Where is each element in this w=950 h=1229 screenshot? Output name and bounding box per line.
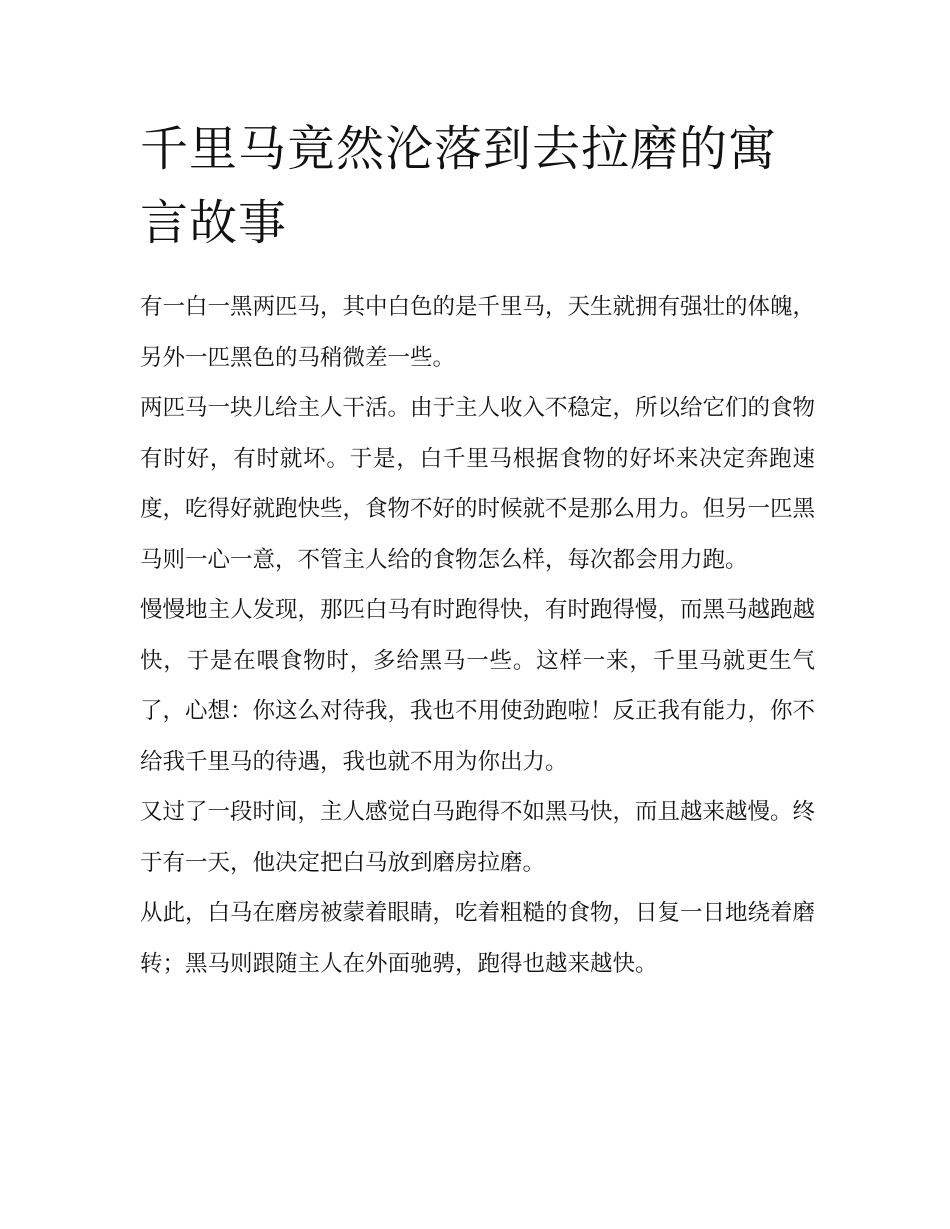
document-page — [140, 112, 815, 989]
paragraph-2: 两匹马一块儿给主人干活。由于主人收入不稳定，所以给它们的食物有时好，有时就坏。于是，白千里马根据食物的好坏来决定奔跑速度，吃得好就跑快些，食物不好的时候就不是那么用力。但另一匹黑马则一心一意，不管主人给的食物怎么样，每次都会用力跑。 — [140, 395, 816, 573]
paragraph-5: 从此，白马在磨房被蒙着眼睛，吃着粗糙的食物，日复一日地绕着磨转；黑马则跟随主人在外面驰骋，跑得也越来越快。 — [140, 900, 816, 977]
paragraph-3: 慢慢地主人发现，那匹白马有时跑得快，有时跑得慢，而黑马越跑越快，于是在喂食物时，多给黑马一些。这样一来，千里马就更生气了，心想：你这么对待我，我也不用使劲跑啦！反正我有能力，你不给我千里马的待遇，我也就不用为你出力。 — [140, 597, 816, 775]
paragraph-4: 又过了一段时间，主人感觉白马跑得不如黑马快，而且越来越慢。终于有一天，他决定把白马放到磨房拉磨。 — [140, 799, 816, 876]
document-title: 千里马竟然沦落到去拉磨的寓言故事 — [140, 121, 778, 251]
paragraph-1: 有一白一黑两匹马，其中白色的是千里马，天生就拥有强壮的体魄，另外一匹黑色的马稍微差一些。 — [140, 294, 816, 371]
